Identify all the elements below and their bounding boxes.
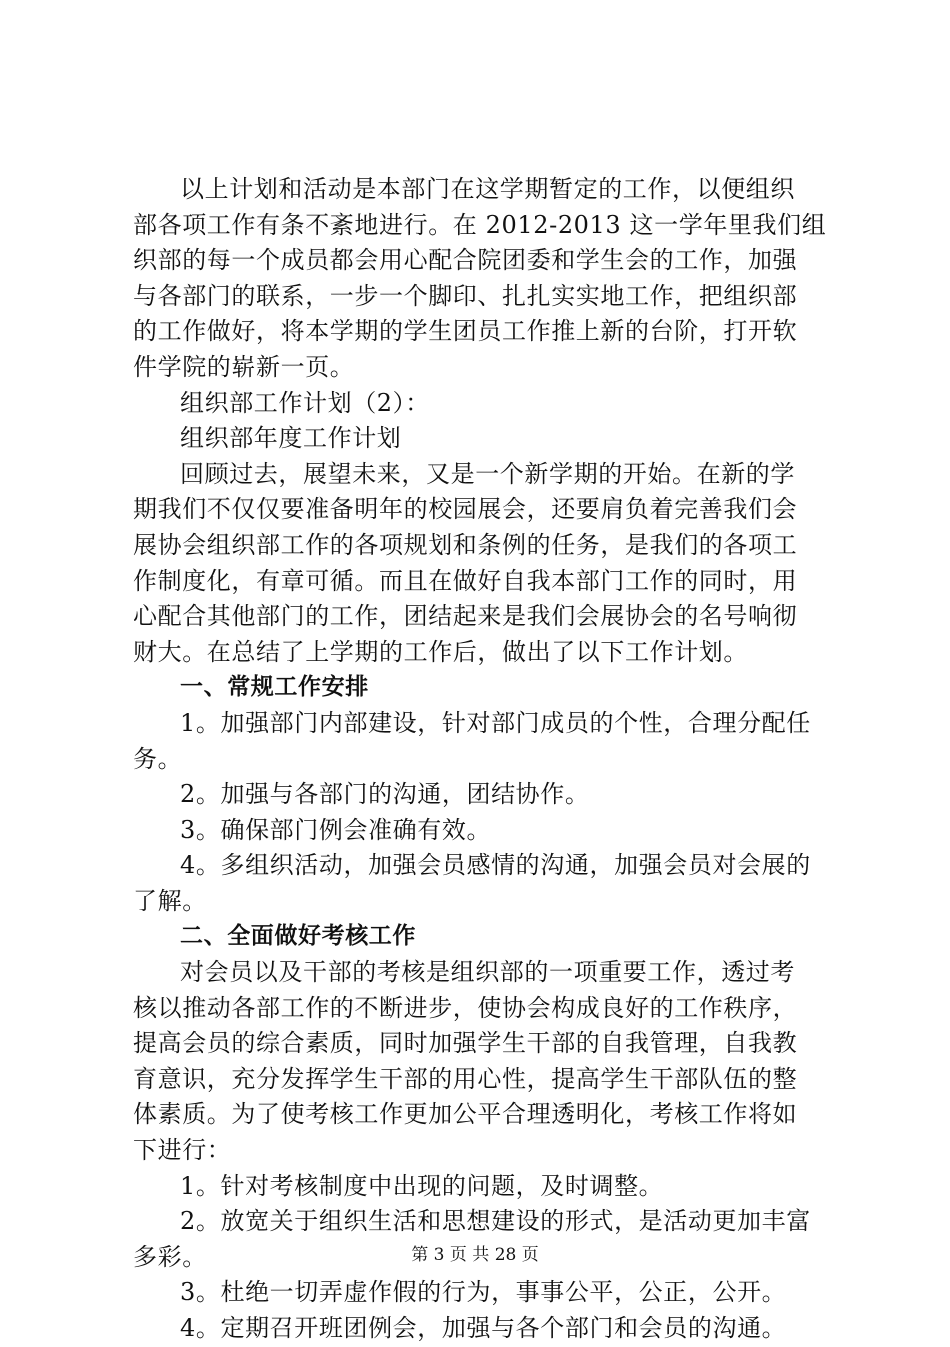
text-line: 部各项工作有条不紊地进行。在 2012-2013 这一学年里我们组 [133,210,827,239]
text-line: 4。多组织活动，加强会员感情的沟通，加强会员对会展的 [180,851,811,880]
document-body [133,172,833,1347]
text-line: 下进行： [133,1136,232,1165]
text-line: 了解。 [133,886,207,915]
text-line: 多彩。 [133,1242,207,1271]
text-line: 提高会员的综合素质，同时加强学生干部的自我管理，自我教 [133,1029,798,1058]
section-heading: 一、常规工作安排 [180,674,369,701]
text-line: 与各部门的联系，一步一个脚印、扎扎实实地工作，把组织部 [133,281,798,310]
text-line: 1。加强部门内部建设，针对部门成员的个性，合理分配任 [180,708,811,737]
text-line: 育意识，充分发挥学生干部的用心性，提高学生干部队伍的整 [133,1064,798,1093]
text-line: 组织部工作计划（2）： [180,388,430,417]
text-line: 织部的每一个成员都会用心配合院团委和学生会的工作，加强 [133,246,798,275]
text-line: 作制度化，有章可循。而且在做好自我本部门工作的同时，用 [133,566,798,595]
text-line: 3。杜绝一切弄虚作假的行为，事事公平，公正，公开。 [180,1278,787,1307]
text-line: 期我们不仅仅要准备明年的校园展会，还要肩负着完善我们会 [133,495,798,524]
text-line: 体素质。为了使考核工作更加公平合理透明化，考核工作将如 [133,1100,798,1129]
text-line: 回顾过去，展望未来，又是一个新学期的开始。在新的学 [180,459,795,488]
text-line: 展协会组织部工作的各项规划和条例的任务，是我们的各项工 [133,530,798,559]
page-footer: 第 3 页 共 28 页 [411,1245,539,1265]
text-line: 以上计划和活动是本部门在这学期暂定的工作，以便组织 [180,175,795,203]
text-line: 财大。在总结了上学期的工作后，做出了以下工作计划。 [133,637,748,666]
section-heading: 二、全面做好考核工作 [180,923,416,950]
text-line: 核以推动各部工作的不断进步，使协会构成良好的工作秩序， [133,993,798,1022]
text-line: 3。确保部门例会准确有效。 [180,815,492,844]
text-line: 2。加强与各部门的沟通，团结协作。 [180,780,590,809]
text-line: 的工作做好，将本学期的学生团员工作推上新的台阶，打开软 [133,317,798,346]
text-line: 心配合其他部门的工作，团结起来是我们会展协会的名号响彻 [133,602,798,631]
text-line: 2。放宽关于组织生活和思想建设的形式，是活动更加丰富 [180,1207,811,1236]
text-line: 组织部年度工作计划 [180,424,402,453]
text-line: 4。定期召开班团例会，加强与各个部门和会员的沟通。 [180,1314,787,1342]
text-line: 务。 [133,744,183,773]
text-line: 对会员以及干部的考核是组织部的一项重要工作，透过考 [180,958,795,987]
text-line: 1。针对考核制度中出现的问题，及时调整。 [180,1171,664,1200]
text-line: 件学院的崭新一页。 [133,352,355,381]
